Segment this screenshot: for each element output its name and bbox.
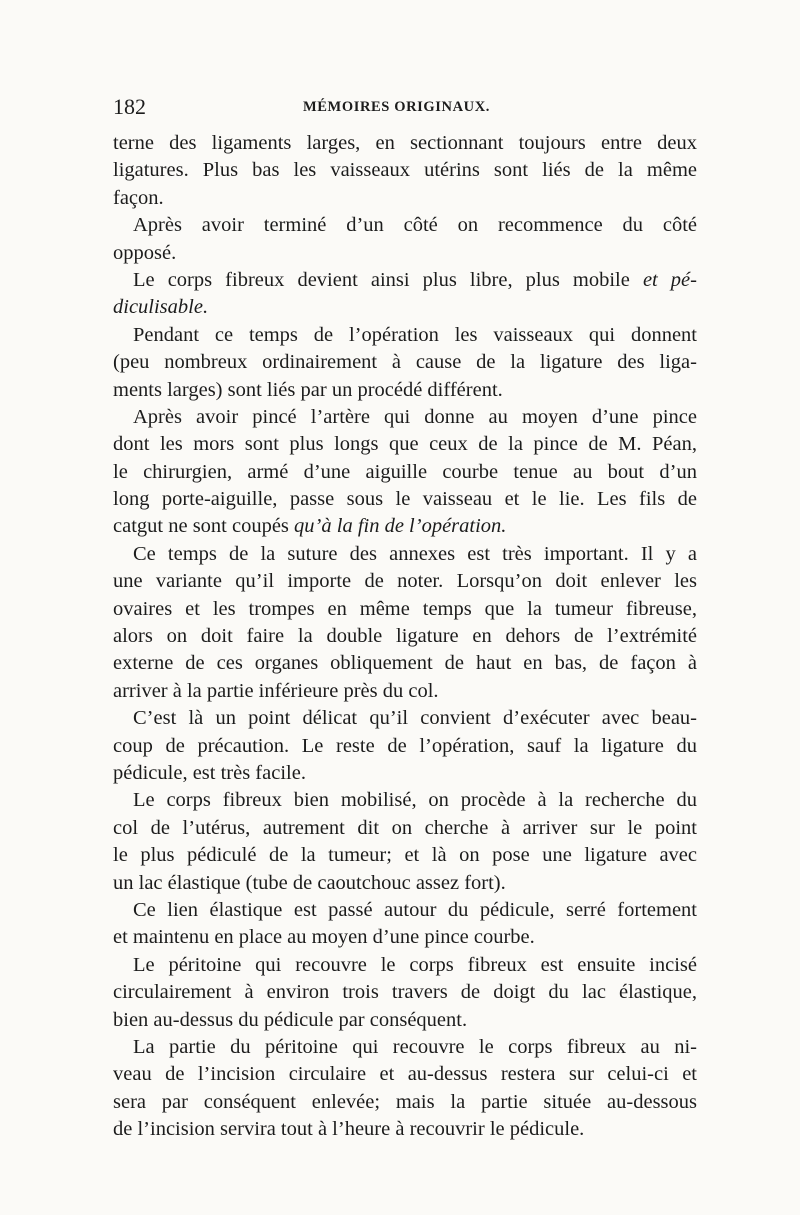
text-line: Le corps fibreux bien mobilisé, on procède à la recherche du <box>133 789 697 812</box>
text-line: La partie du péritoine qui recouvre le corps fibreux au ni- <box>133 1035 697 1058</box>
text-line: Pendant ce temps de l’opération les vaisseaux qui donnent <box>133 323 697 346</box>
text-line: opposé. <box>113 241 177 264</box>
text-line: ovaires et les trompes en même temps que la tumeur fibreuse, <box>113 597 697 620</box>
text-line: arriver à la partie inférieure près du col. <box>113 679 439 702</box>
text-line: façon. <box>113 186 164 209</box>
italic-text: diculisable. <box>113 296 209 319</box>
text-line: une variante qu’il importe de noter. Lorsqu’on doit enlever les <box>113 570 697 593</box>
text-line: ments larges) sont liés par un procédé différent. <box>113 378 503 401</box>
page-header <box>113 94 697 124</box>
text-line: circulairement à environ trois travers de doigt du lac élastique, <box>113 981 697 1004</box>
text-line: Le péritoine qui recouvre le corps fibreux est ensuite incisé <box>133 953 697 976</box>
text-line: Après avoir pincé l’artère qui donne au moyen d’une pince <box>133 405 697 428</box>
body-text <box>113 130 697 1143</box>
text-line: alors on doit faire la double ligature en dehors de l’extrémité <box>113 625 697 648</box>
text-line: Le corps fibreux devient ainsi plus libre, plus mobile et pé- <box>133 268 697 291</box>
text-line: Ce lien élastique est passé autour du pédicule, serré fortement <box>133 898 697 921</box>
text-line: long porte-aiguille, passe sous le vaisseau et le lie. Les fils de <box>113 488 697 511</box>
text-line: C’est là un point délicat qu’il convient d’exécuter avec beau- <box>133 707 697 730</box>
text-line: de l’incision servira tout à l’heure à recouvrir le pédicule. <box>113 1118 585 1141</box>
text-line: catgut ne sont coupés qu’à la fin de l’opération. <box>113 515 507 538</box>
text-line: Ce temps de la suture des annexes est très important. Il y a <box>133 542 697 565</box>
text-line: pédicule, est très facile. <box>113 761 306 784</box>
running-title: MÉMOIRES ORIGINAUX. <box>303 99 491 115</box>
text-line: dont les mors sont plus longs que ceux de la pince de M. Péan, <box>113 433 697 456</box>
text-line: ligatures. Plus bas les vaisseaux utérins sont liés de la même <box>113 159 697 182</box>
text-line: un lac élastique (tube de caoutchouc assez fort). <box>113 871 506 894</box>
text-line: (peu nombreux ordinairement à cause de la ligature des liga- <box>113 351 697 374</box>
text-line <box>113 294 697 321</box>
text-line: le plus pédiculé de la tumeur; et là on pose une ligature avec <box>113 844 697 867</box>
text-line: bien au-dessus du pédicule par conséquent. <box>113 1008 468 1031</box>
text-line: veau de l’incision circulaire et au-dessus restera sur celui-ci et <box>113 1063 697 1086</box>
text-line: terne des ligaments larges, en sectionnant toujours entre deux <box>113 132 697 154</box>
page-number: 182 <box>113 94 146 119</box>
text-line: Après avoir terminé d’un côté on recommence du côté <box>133 214 697 237</box>
italic-text: qu’à la fin de l’opération. <box>294 515 507 538</box>
text-line: externe de ces organes obliquement de haut en bas, de façon à <box>113 652 697 675</box>
text-line: col de l’utérus, autrement dit on cherche à arriver sur le point <box>113 816 697 839</box>
text-line: et maintenu en place au moyen d’une pince courbe. <box>113 926 535 949</box>
text-line: sera par conséquent enlevée; mais la partie située au-dessous <box>113 1090 697 1113</box>
text-line: coup de précaution. Le reste de l’opération, sauf la ligature du <box>113 734 697 757</box>
italic-text: et pé- <box>642 268 697 291</box>
text-line: le chirurgien, armé d’une aiguille courbe tenue au bout d’un <box>113 460 697 483</box>
